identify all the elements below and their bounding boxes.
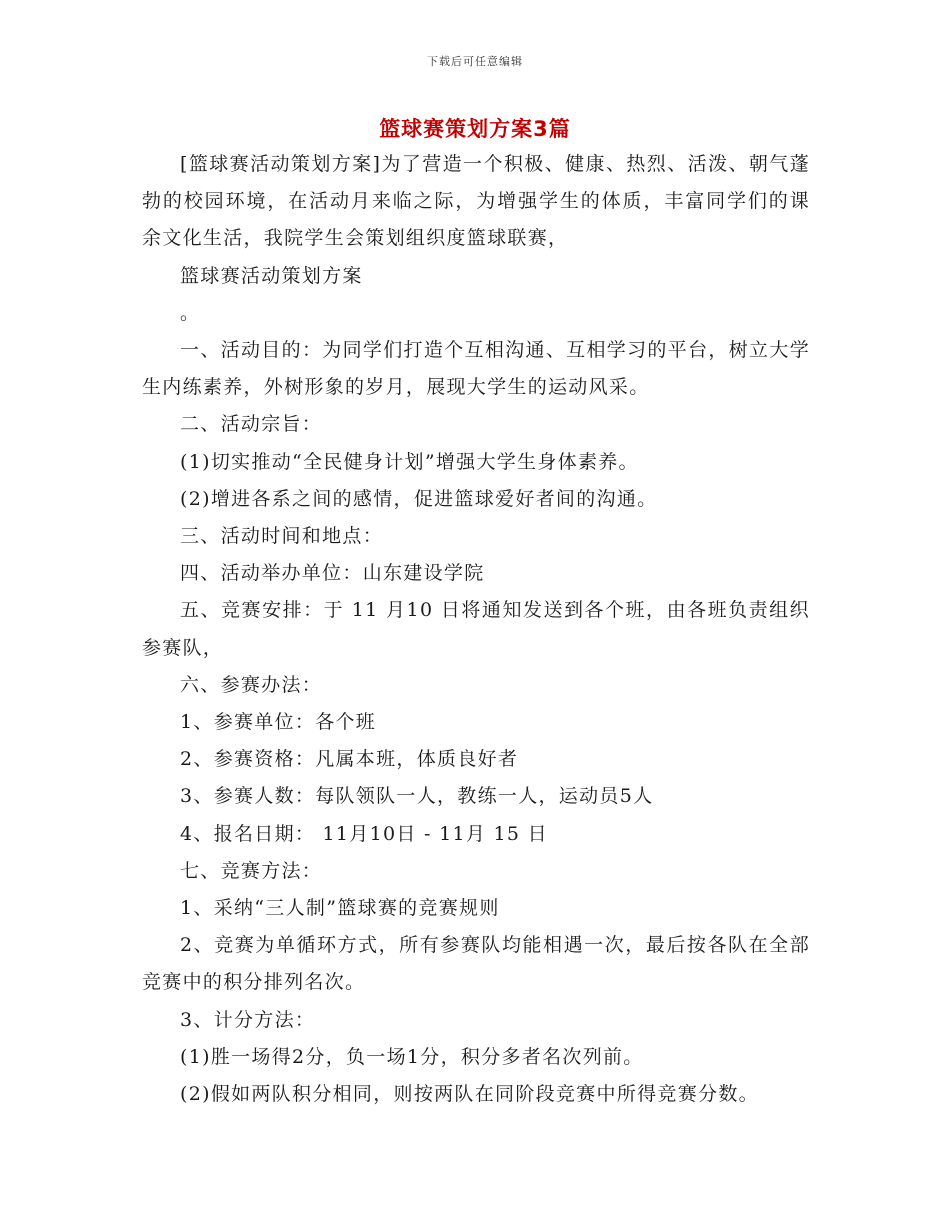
paragraph: 篮球赛活动策划方案 [180, 264, 363, 287]
document-title: 篮球赛策划方案3篇 [379, 117, 571, 141]
header-note: 下载后可任意编辑 [427, 55, 523, 68]
paragraph: (1)切实推动“全民健身计划”增强大学生身体素养。 [180, 450, 639, 473]
paragraph: 五、竞赛安排：于 11 月10 日将通知发送到各个班，由各班负责组织参赛队， [142, 599, 810, 659]
paragraph: [篮球赛活动策划方案]为了营造一个积极、健康、热烈、活泼、朝气蓬勃的校园环境，在活动月来临之际，为增强学生的体质，丰富同学们的课余文化生活，我院学生会策划组织度篮球联赛， [142, 153, 810, 250]
paragraph: 七、竞赛方法： [180, 859, 323, 882]
paragraph: 4、报名日期： 11月10日 - 11月 15 日 [180, 822, 548, 845]
paragraph: 2、竞赛为单循环方式，所有参赛队均能相遇一次，最后按各队在全部竞赛中的积分排列名次。 [142, 934, 810, 994]
paragraph: 3、计分方法： [180, 1008, 316, 1031]
paragraph: 六、参赛办法： [180, 673, 323, 696]
paragraph: 1、采纳“三人制”篮球赛的竞赛规则 [180, 897, 500, 920]
paragraph: 三、活动时间和地点： [180, 525, 384, 548]
paragraph: 1、参赛单位：各个班 [180, 711, 377, 734]
paragraph: (2)增进各系之间的感情，促进篮球爱好者间的沟通。 [180, 487, 658, 510]
paragraph: 二、活动宗旨： [180, 413, 323, 436]
paragraph: 四、活动举办单位：山东建设学院 [180, 562, 485, 585]
paragraph: (1)胜一场得2分，负一场1分，积分多者名次列前。 [180, 1045, 644, 1068]
document-body [142, 146, 810, 1113]
paragraph: (2)假如两队积分相同，则按两队在同阶段竞赛中所得竞赛分数。 [180, 1083, 759, 1106]
paragraph: 一、活动目的：为同学们打造个互相沟通、互相学习的平台，树立大学生内练素养，外树形象的岁月，展现大学生的运动风采。 [142, 339, 810, 399]
paragraph: 2、参赛资格：凡属本班，体质良好者 [180, 748, 519, 771]
paragraph: 3、参赛人数：每队领队一人，教练一人，运动员5人 [180, 785, 654, 808]
paragraph: 。 [180, 301, 201, 324]
